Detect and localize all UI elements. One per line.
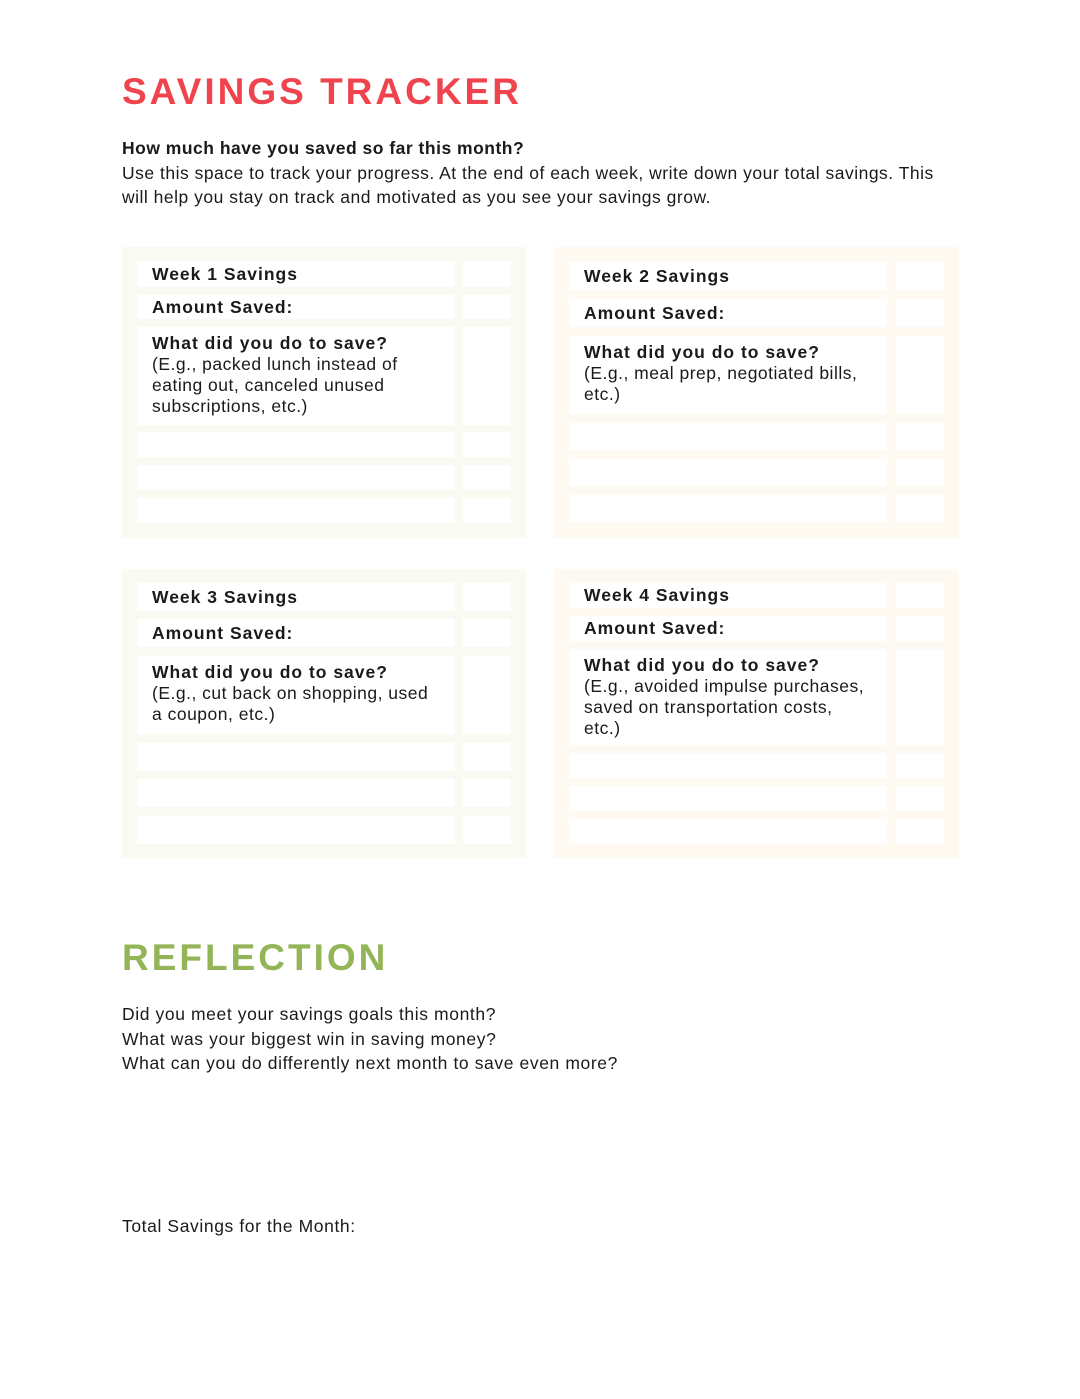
week-2-amount-value[interactable] bbox=[896, 299, 944, 327]
week-2-question-cell bbox=[569, 336, 887, 414]
week-4-question-cell bbox=[569, 649, 887, 745]
week-3-title-cell bbox=[137, 583, 455, 611]
week-1-example: (E.g., packed lunch instead of eating out, canceled unused subscriptions, etc.) bbox=[152, 354, 398, 416]
week-1-question-value[interactable] bbox=[463, 327, 511, 425]
intro-question: How much have you saved so far this month? bbox=[122, 138, 525, 158]
reflection-question: What was your biggest win in saving money? bbox=[122, 1028, 497, 1049]
week-4-line-3[interactable] bbox=[569, 819, 887, 844]
week-3-line-3-value[interactable] bbox=[463, 816, 511, 844]
week-2-line-2[interactable] bbox=[569, 459, 887, 486]
week-4-line-2-value[interactable] bbox=[896, 786, 944, 811]
week-1-card bbox=[122, 247, 526, 538]
week-3-line-1-value[interactable] bbox=[463, 743, 511, 771]
week-4-amount-cell bbox=[569, 616, 887, 641]
week-3-line-2-value[interactable] bbox=[463, 779, 511, 807]
week-1-amount-cell bbox=[137, 295, 455, 319]
week-4-title: Week 4 Savings bbox=[584, 585, 730, 605]
week-1-title: Week 1 Savings bbox=[152, 263, 298, 284]
week-1-question-cell bbox=[137, 327, 455, 425]
week-3-question-value[interactable] bbox=[463, 656, 511, 734]
week-2-line-1[interactable] bbox=[569, 423, 887, 450]
week-2-line-1-value[interactable] bbox=[896, 423, 944, 450]
reflection-questions bbox=[122, 1002, 618, 1076]
total-savings-label: Total Savings for the Month: bbox=[122, 1216, 356, 1236]
week-1-question: What did you do to save? bbox=[152, 333, 388, 353]
week-3-amount-cell bbox=[137, 619, 455, 647]
week-1-line-3[interactable] bbox=[137, 498, 455, 523]
week-4-title-value[interactable] bbox=[896, 583, 944, 608]
week-1-amount-label: Amount Saved: bbox=[152, 296, 294, 317]
week-3-title-value[interactable] bbox=[463, 583, 511, 611]
reflection-title: REFLECTION bbox=[122, 937, 389, 978]
week-2-line-3[interactable] bbox=[569, 495, 887, 522]
week-4-line-3-value[interactable] bbox=[896, 819, 944, 844]
week-4-example: (E.g., avoided impulse purchases, saved on transportation costs, etc.) bbox=[584, 676, 865, 738]
week-1-line-1-value[interactable] bbox=[463, 432, 511, 457]
week-3-line-3[interactable] bbox=[137, 816, 455, 844]
week-4-amount-label: Amount Saved: bbox=[584, 618, 726, 638]
week-1-line-3-value[interactable] bbox=[463, 498, 511, 523]
week-1-line-2-value[interactable] bbox=[463, 465, 511, 490]
week-1-amount-value[interactable] bbox=[463, 295, 511, 319]
week-4-line-1[interactable] bbox=[569, 753, 887, 778]
week-4-card bbox=[554, 569, 959, 858]
week-2-example: (E.g., meal prep, negotiated bills, etc.) bbox=[584, 363, 858, 404]
intro-section bbox=[122, 136, 942, 210]
week-3-question-cell bbox=[137, 656, 455, 734]
week-4-question-value[interactable] bbox=[896, 649, 944, 745]
week-3-line-1[interactable] bbox=[137, 743, 455, 771]
week-3-amount-label: Amount Saved: bbox=[152, 622, 294, 643]
week-1-line-1[interactable] bbox=[137, 432, 455, 457]
week-4-title-cell bbox=[569, 583, 887, 608]
week-2-title-cell bbox=[569, 262, 887, 290]
week-3-title: Week 3 Savings bbox=[152, 586, 298, 607]
week-3-amount-value[interactable] bbox=[463, 619, 511, 647]
week-1-title-value[interactable] bbox=[463, 261, 511, 287]
week-3-question: What did you do to save? bbox=[152, 662, 388, 682]
reflection-question: What can you do differently next month to save even more? bbox=[122, 1053, 618, 1073]
week-2-line-2-value[interactable] bbox=[896, 459, 944, 486]
week-1-title-cell bbox=[137, 261, 455, 287]
page-title: SAVINGS TRACKER bbox=[122, 71, 522, 112]
week-2-title: Week 2 Savings bbox=[584, 265, 730, 286]
week-3-example: (E.g., cut back on shopping, used a coupon, etc.) bbox=[152, 683, 429, 724]
week-3-card bbox=[122, 569, 526, 858]
week-2-amount-cell bbox=[569, 299, 887, 327]
week-2-amount-label: Amount Saved: bbox=[584, 302, 726, 323]
week-4-line-1-value[interactable] bbox=[896, 753, 944, 778]
week-1-line-2[interactable] bbox=[137, 465, 455, 490]
week-4-line-2[interactable] bbox=[569, 786, 887, 811]
week-2-card bbox=[554, 247, 959, 538]
week-4-amount-value[interactable] bbox=[896, 616, 944, 641]
week-2-question-value[interactable] bbox=[896, 336, 944, 414]
intro-description: Use this space to track your progress. At the end of each week, write down your total savings. This will help you stay on track and motivated as you see your savings grow. bbox=[122, 162, 934, 207]
week-3-line-2[interactable] bbox=[137, 779, 455, 807]
week-2-line-3-value[interactable] bbox=[896, 495, 944, 522]
week-2-title-value[interactable] bbox=[896, 262, 944, 290]
reflection-question: Did you meet your savings goals this month? bbox=[122, 1004, 497, 1024]
week-4-question: What did you do to save? bbox=[584, 655, 820, 675]
week-2-question: What did you do to save? bbox=[584, 342, 820, 362]
